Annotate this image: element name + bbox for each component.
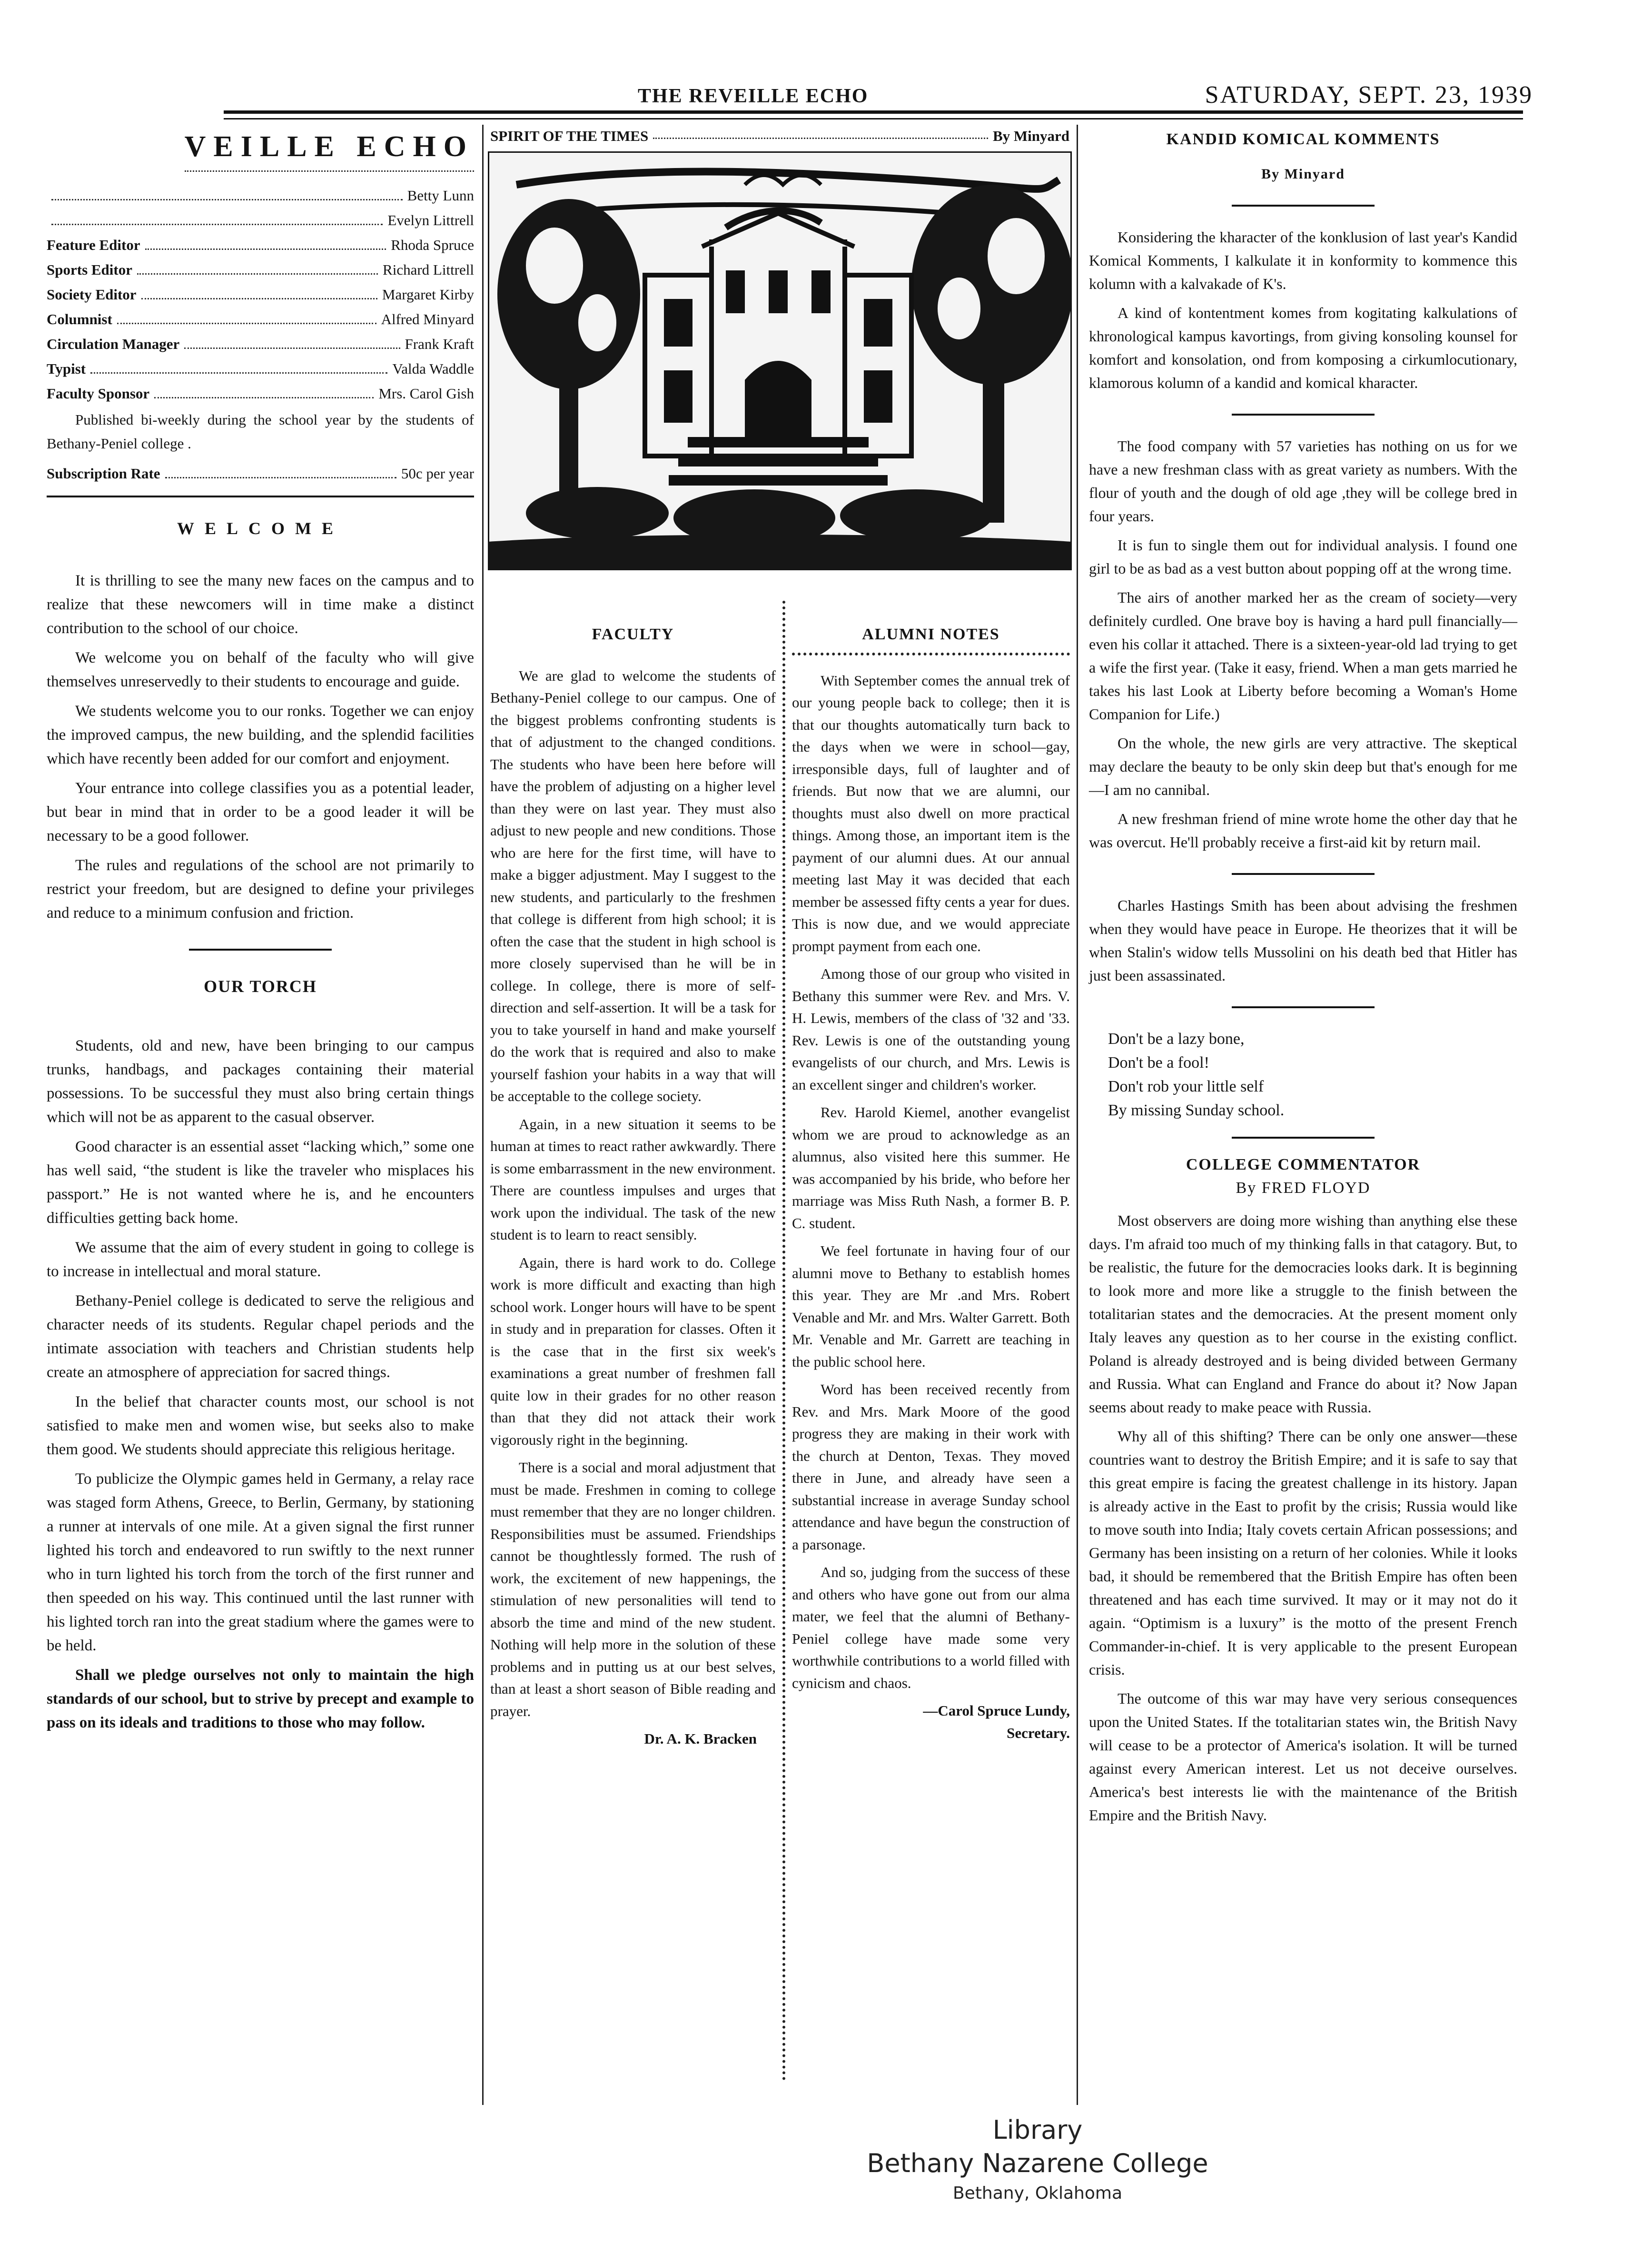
commentator-byline: By FRED FLOYD xyxy=(1236,1179,1371,1197)
alumni-paragraph: Rev. Harold Kiemel, another evangelist whom we are proud to acknowledge as an alumnus, also visited here this summer. He was accompanied by his bride, who before her marriage was Miss Ruth Nash, a former B. P. C. student. xyxy=(792,1104,1070,1231)
staff-row: Columnist Alfred Minyard xyxy=(47,307,474,332)
poem-line: By missing Sunday school. xyxy=(1108,1102,1285,1119)
welcome-paragraph: We welcome you on behalf of the faculty who will give themselves unreservedly to their students to encourage and guide. xyxy=(47,649,474,690)
kandid-paragraph: The food company with 57 varieties has nothing on us for we have a new freshman class with as great variety as numbers. With the flour of youth and the dough of old age ,they will be college bred in four years. xyxy=(1089,437,1517,525)
kandid-heading: KANDID KOMICAL KOMMENTS xyxy=(1166,130,1440,148)
faculty-heading: FACULTY xyxy=(592,625,674,643)
torch-paragraph: To publicize the Olympic games held in Germany, a relay race was staged form Athens, Greece, to Berlin, Germany, by stationing a runner at intervals of one mile. At a given signal the first runner lighted his torch and endeavored to run swiftly to the next runner who in turn lighted his torch from the torch of the first runner and then speeded on his way. This continued until the last runner with his lighted torch ran into the great stadium where the games were to be held. xyxy=(47,1470,474,1654)
column-1 xyxy=(47,128,474,1740)
staff-row: Typist Valda Waddle xyxy=(47,357,474,381)
column-divider-1 xyxy=(482,125,484,2105)
welcome-paragraph: We students welcome you to our ronks. Together we can enjoy the improved campus, the new building, and the splendid facilities which have recently been added for our comfort and enjoyment. xyxy=(47,703,474,767)
campus-woodcut-illustration xyxy=(488,151,1072,570)
faculty-paragraph: Again, in a new situation it seems to be human at times to react rather awkwardly. There is some embarrassment in the new environment. There are countless impulses and urges that work upon the individual. The task of the new student is to learn to react sensibly. xyxy=(490,1115,776,1243)
torch-paragraph: Good character is an essential asset “lacking which,” some one has well said, “the student is like the traveler who misplaces his passport.” He is not wanted where he is, and he encounters difficulties getting back home. xyxy=(47,1138,474,1227)
stamp-line: Bethany, Oklahoma xyxy=(952,2184,1123,2203)
paper-title: THE REVEILLE ECHO xyxy=(638,85,869,107)
torch-paragraph: We assume that the aim of every student in going to college is to increase in intellectual and moral stature. xyxy=(47,1239,474,1280)
spirit-caption-row xyxy=(490,128,1069,145)
kandid-paragraph: Charles Hastings Smith has been about advising the freshmen when they would have peace in Europe. He theorizes that it will be when Stalin's widow tells Mussolini on his death bed that Hitler has just been assassinated. xyxy=(1089,897,1517,984)
staff-row: Betty Lunn xyxy=(47,183,474,208)
kandid-paragraph: A new freshman friend of mine wrote home the other day that he was overcut. He'll probably receive a first-aid kit by return mail. xyxy=(1089,810,1517,851)
section-rule xyxy=(1232,1137,1375,1139)
stamp-line: Library xyxy=(992,2115,1083,2145)
section-rule xyxy=(1232,873,1375,875)
column-3 xyxy=(792,624,1070,1744)
header-rule-thick xyxy=(224,110,1523,114)
masthead-title: VEILLE ECHO xyxy=(184,130,474,163)
stamp-line: Bethany Nazarene College xyxy=(867,2148,1208,2178)
kandid-byline: By Minyard xyxy=(1261,166,1345,182)
welcome-heading: WELCOME xyxy=(177,519,344,538)
torch-paragraph: Shall we pledge ourselves not only to maintain the high standards of our school, but to strive by precept and example to pass on its ideals and traditions to those who may follow. xyxy=(47,1667,474,1731)
welcome-paragraph: Your entrance into college classifies you as a potential leader, but bear in mind that in order to be a good leader it will be necessary to be a good follower. xyxy=(47,780,474,844)
poem-line: Don't rob your little self xyxy=(1108,1078,1264,1095)
masthead-divider xyxy=(185,170,474,172)
staff-row: Society Editor Margaret Kirby xyxy=(47,282,474,307)
faculty-paragraph: Again, there is hard work to do. College work is more difficult and exacting than high school work. Longer hours will have to be spent in study and in preparation for classes. Often it is the case that in the first six week's examinations a great number of freshmen fall quite low in their grades for no other reason than that they did not attack their work vigorously right in the beginning. xyxy=(490,1254,776,1448)
kandid-paragraph: On the whole, the new girls are very attractive. The skeptical may declare the beauty to be only skin deep but that's enough for me—I am no cannibal. xyxy=(1089,734,1517,798)
faculty-paragraph: We are glad to welcome the students of Bethany-Peniel college to our campus. One of the biggest problems confronting students is that of adjustment to the changed conditions. The students who have been here before will have the problem of adjusting on a higher level than they were on last year. They must also adjust to new people and new conditions. Those who are here for the first time, will have to make a bigger adjustment. May I suggest to the new students, and particularly to the freshmen that college is different from high school; it is often the case that the student in high school is more closely supervised than he will be in college. In college, there is more of self-direction and self-assertion. It will be a task for you to take yourself in hand and make yourself do the work that is required and also to make yourself fashion your habits in a way that will be acceptable to the college society. xyxy=(490,667,776,1104)
alumni-paragraph: And so, judging from the success of these and others who have gone out from our alma mater, we feel that the alumni of Bethany-Peniel college have made some very worthwhile contributions to a world filled with cynicism and chaos. xyxy=(792,1564,1070,1691)
torch-paragraph: In the belief that character counts most, our school is not satisfied to make men and women wise, but seeks also to make them good. We students should appreciate this religious heritage. xyxy=(47,1393,474,1458)
poem-line: Don't be a fool! xyxy=(1108,1054,1209,1072)
spirit-caption: SPIRIT OF THE TIMES xyxy=(490,128,649,144)
column-divider-3 xyxy=(1077,125,1078,2105)
section-rule xyxy=(1232,205,1375,207)
section-rule xyxy=(1232,1006,1375,1008)
issue-date: SATURDAY, SEPT. 23, 1939 xyxy=(1205,81,1533,109)
column-2 xyxy=(490,624,776,1750)
alumni-signature-title: Secretary. xyxy=(1007,1724,1070,1741)
kandid-paragraph: The airs of another marked her as the cream of society—very definitely curdled. One brave boy is having a hard pull financially—even his collar it attached. There is a sixteen-year-old lad trying to get a wife the first year. (Take it easy, friend. When a man gets married he takes his last Look at Liberty before becoming a Woman's Home Companion for Life.) xyxy=(1089,589,1517,723)
subscription-row: Subscription Rate 50c per year xyxy=(47,461,474,486)
faculty-signature: Dr. A. K. Bracken xyxy=(644,1730,757,1747)
staff-row: Circulation Manager Frank Kraft xyxy=(47,332,474,357)
alumni-heading: ALUMNI NOTES xyxy=(862,625,1000,643)
faculty-paragraph: There is a social and moral adjustment that must be made. Freshmen in coming to college must remember that they are no longer children. Responsibilities must be assumed. Friendships cannot be thoughtlessly formed. The rush of work, the excitement of new happenings, the stimulation of new personalities will tend to absorb the time and mind of the new student. Nothing will help more in the solution of these problems and in putting us at our best selves, than at least a short season of Bible reading and prayer. xyxy=(490,1459,776,1719)
staff-list xyxy=(47,183,474,406)
staff-row: Faculty Sponsor Mrs. Carol Gish xyxy=(47,381,474,406)
alumni-paragraph: Among those of our group who visited in Bethany this summer were Rev. and Mrs. V. H. Lewis, members of the class of '32 and '33. Rev. Lewis is one of the outstanding young evangelists of our church, and Mrs. Lewis is an excellent singer and children's worker. xyxy=(792,965,1070,1093)
kandid-paragraph: Konsidering the kharacter of the konklusion of last year's Kandid Komical Komments, I kalkulate it in konformity to kommence this kolumn with a kalvakade of K's. xyxy=(1089,228,1517,292)
welcome-paragraph: It is thrilling to see the many new faces on the campus and to realize that these newcomers will in time make a distinct contribution to the school of our choice. xyxy=(47,572,474,637)
column-4 xyxy=(1089,128,1517,1833)
alumni-heading-border xyxy=(792,653,1070,655)
column-divider-2 xyxy=(782,601,785,2081)
alumni-paragraph: We feel fortunate in having four of our alumni move to Bethany to establish homes this year. They are Mr .and Mrs. Robert Venable and Mr. and Mrs. Walter Garrett. Both Mr. Venable and Mr. Garrett are teaching in the public school here. xyxy=(792,1242,1070,1370)
torch-paragraph: Bethany-Peniel college is dedicated to serve the religious and character needs of its students. Regular chapel periods and the intimate association with teachers and Christian students help create an atmosphere of appreciation for sacred things. xyxy=(47,1292,474,1381)
library-stamp xyxy=(847,2114,1228,2207)
staff-row: Evelyn Littrell xyxy=(47,208,474,233)
commentator-paragraph: Why all of this shifting? There can be only one answer—these countries want to destroy the British Empire; and it is safe to say that this great empire is facing the greatest challenge in its history. Japan is already active in the East to profit by the crisis; Russia would like to move south into India; Italy covets certain African possessions; and Germany has been insisting on a return of her colonies. While it looks bad, it should be remembered that the British Empire has often been threatened and has each time survived. It may or it may not do it again. “Optimism is a luxury” is the motto of the present French Commander-in-chief. It is very applicable to the present European crisis. xyxy=(1089,1428,1517,1678)
staff-row: Feature Editor Rhoda Spruce xyxy=(47,233,474,258)
kandid-paragraph: A kind of kontentment komes from kogitating kalkulations of khronological kampus kavortings, from giving konsoling kounsel for komfort and konsolation, ond from komposing a cirkumlocutionary, klamorous kolumn of a kandid and komical kharacter. xyxy=(1089,304,1517,391)
publication-note: Published bi-weekly during the school year by the students of Bethany-Peniel college . xyxy=(47,411,474,452)
torch-paragraph: Students, old and new, have been bringing to our campus trunks, handbags, and packages containing their material possessions. To be successful they must also bring certain things which will not be as apparent to the casual observer. xyxy=(47,1037,474,1126)
section-rule xyxy=(189,949,332,951)
header-rule-thin xyxy=(224,118,1523,119)
kandid-paragraph: It is fun to single them out for individual analysis. I found one girl to be as bad as a vest button about popping off at the wrong time. xyxy=(1089,536,1517,577)
section-rule xyxy=(1232,414,1375,416)
commentator-paragraph: Most observers are doing more wishing than anything else these days. I'm afraid too much of my thinking falls in that catagory. But, to be realistic, the future for the democracies looks dark. It is beginning to look more and more like a struggle to the finish between the totalitarian states and the democracies. At the present moment only Italy leaves any question as to her course in the existing conflict. Poland is already destroyed and is being divided between Germany and Russia. What can England and France do about it? Now Japan seems about ready to make peace with Russia. xyxy=(1089,1212,1517,1416)
torch-heading: OUR TORCH xyxy=(204,977,317,996)
sunday-school-poem xyxy=(1108,1027,1517,1122)
staff-row: Sports Editor Richard Littrell xyxy=(47,258,474,282)
poem-line: Don't be a lazy bone, xyxy=(1108,1030,1245,1048)
alumni-paragraph: Word has been received recently from Rev. and Mrs. Mark Moore of the good progress they are making in their work with the church at Denton, Texas. They moved there in June, and already have seen a substantial increase in average Sunday school attendance and have begun the construction of a parsonage. xyxy=(792,1381,1070,1553)
alumni-paragraph: With September comes the annual trek of our young people back to college; then it is that our thoughts automatically turn back to the days when we were in school—gay, irresponsible days, full of laughter and of friends. But now that we are alumni, our thoughts must also dwell on more practical things. Among those, an important item is the payment of our alumni dues. At our annual meeting last May it was decided that each member be assessed fifty cents a year for dues. This is now due, and we would appreciate prompt payment from each one. xyxy=(792,672,1070,954)
commentator-heading: COLLEGE COMMENTATOR xyxy=(1186,1156,1421,1173)
section-rule xyxy=(47,496,474,497)
commentator-paragraph: The outcome of this war may have very serious consequences upon the United States. If the totalitarian states win, the British Navy will cease to be a protector of America's isolation. It will be turned against every American interest. Let us not deceive ourselves. America's best interests lie with the maintenance of the British Empire and the British Navy. xyxy=(1089,1690,1517,1824)
welcome-paragraph: The rules and regulations of the school are not primarily to restrict your freedom, but are designed to define your privileges and reduce to a minimum confusion and friction. xyxy=(47,857,474,922)
alumni-signature: —Carol Spruce Lundy, xyxy=(923,1702,1070,1719)
spirit-byline: By Minyard xyxy=(992,128,1069,144)
